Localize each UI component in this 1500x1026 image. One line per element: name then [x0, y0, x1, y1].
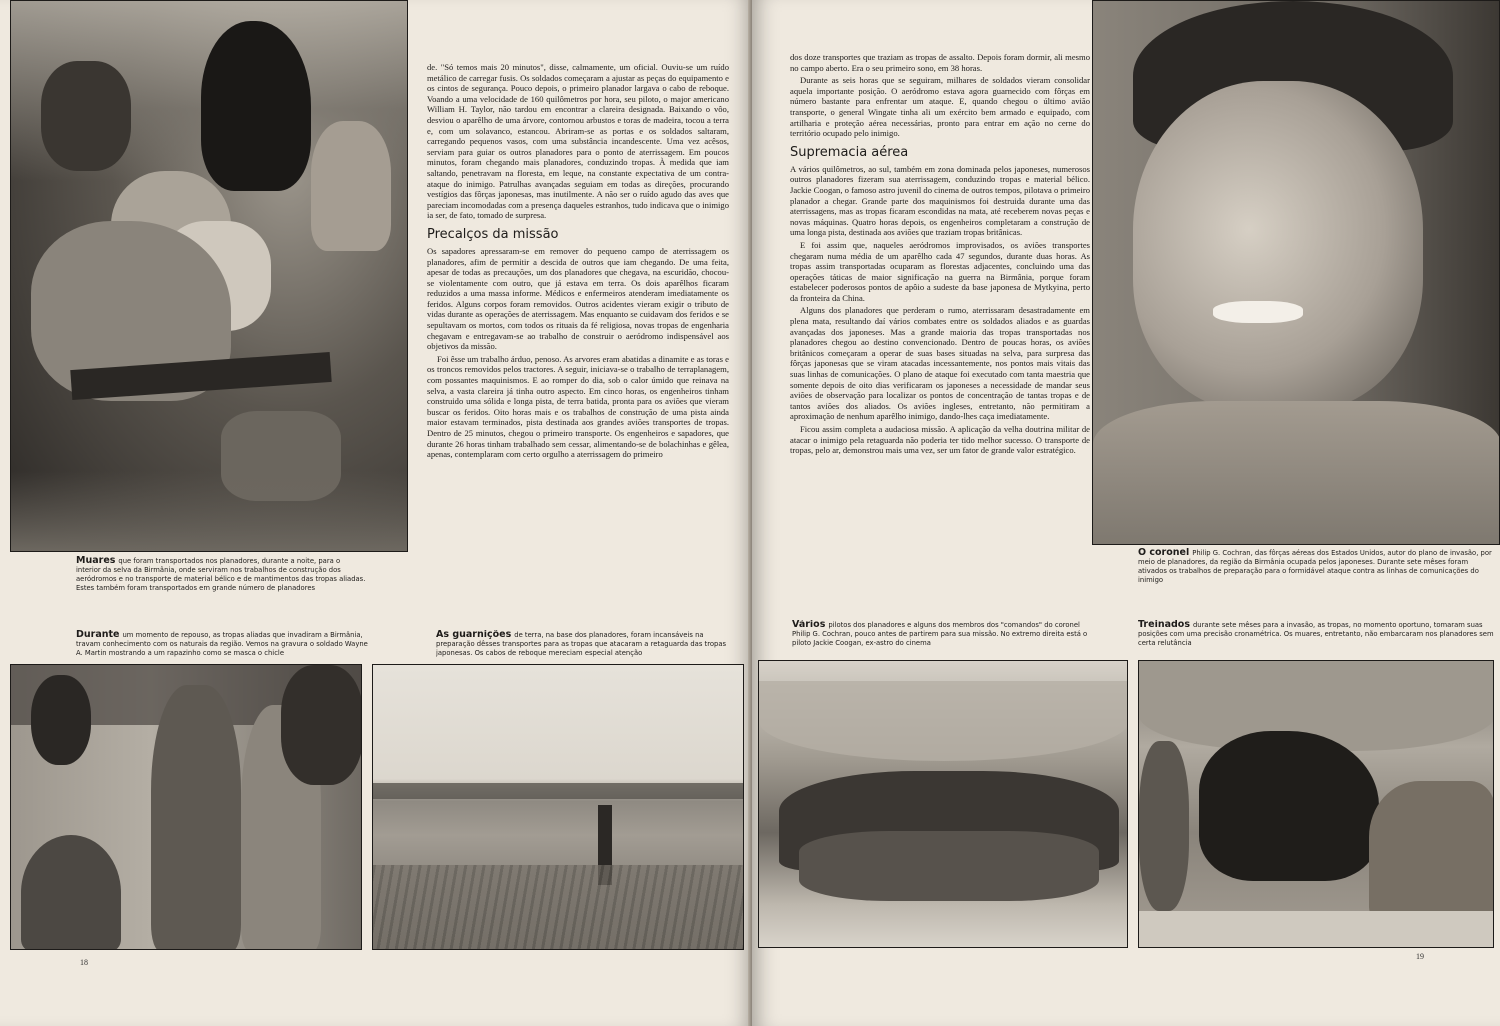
- caption-lead: As guarnições: [436, 630, 512, 640]
- article-column-right: [790, 52, 1090, 612]
- caption-text: Philip G. Cochran, das fôrças aéreas dos Estados Unidos, autor do plano de invasão, por meio de planadores, da região da Birmânia ocupada pelos japoneses. Durante sete mêses foram ativados os trabalhos de preparação para o formidável ataque contra as linhas de comunicações do inimigo: [1138, 549, 1492, 584]
- page-number: 19: [1416, 952, 1424, 961]
- caption-text: um momento de repouso, as tropas aliadas que invadiram a Birmânia, travam conhecimento com os naturais da região. Vemos na gravura o soldado Wayne A. Martin mostrando a um rapazinho como se masca o chicle: [76, 631, 368, 657]
- caption-text: que foram transportados nos planadores, durante a noite, para o interior da selva da Birmânia, onde serviram nos trabalhos de construção dos aeródromos e no transporte de material bélico e de mantimentos das tropas aliadas. Estes também foram transportados em grande número de planadores: [76, 557, 366, 592]
- photo-airfield: [372, 664, 744, 950]
- caption-lead: Durante: [76, 630, 120, 640]
- section-heading: Precalços da missão: [427, 226, 559, 242]
- photo-soldiers-locals: [10, 664, 362, 950]
- paragraph: Ficou assim completa a audaciosa missão. A aplicação da velha doutrina militar de atacar o inimigo pela retaguarda não poderia ter tido melhor sucesso. O transporte de tropas, pelo ar, demonstrou mais uma vez, ser um fator de grande valor estratégico.: [790, 424, 1090, 456]
- photo-colonel-portrait: [1092, 0, 1500, 545]
- right-page: [752, 0, 1500, 1026]
- article-column-left: [427, 62, 729, 612]
- paragraph: Foi êsse um trabalho árduo, penoso. As arvores eram abatidas a dinamite e as toras e os troncos removidos pelos tractores. A seguir, iniciava-se o trabalho de terraplanagem, com possantes maquinismos. E ao romper do dia, sob o calor úmido que reinava na selva, a vasta clareira já tinha outro aspecto. Em cinco horas, os engenheiros tinham construido uma sólida e longa pista, de terra batida, pronta para os aviões que vieram buscar os feridos. Oito horas mais e os trabalhos de construção de uma pista ainda maior estavam terminados, pista destinada aos grandes aviões transportes de tropas. Dentro de 25 minutos, chegou o primeiro transporte. Os engenheiros e sapadores, que durante 26 horas tinham trabalhado sem cessar, alimentando-se de bolachinhas e gêlea, apenas, contemplaram com certo orgulho a aterrissagem do primeiro: [427, 353, 729, 460]
- paragraph: Alguns dos planadores que perderam o rumo, aterrissaram desastradamente em plena mata, resultando daí vários combates entre os soldados aliados e as guardas avançadas dos japoneses. Mas a grande maioria das tropas transportadas nos planadores chegou ao destino convencionado. Dentro de poucas horas, os aviões britânicos começaram a operar de suas bases situadas na selva, para surpresa das fôrças japonesas que se viram atacadas incessantemente, nos pontos mais vitais das suas linhas de comunicações. O plano de ataque foi executado com tanta maestria que somente depois de oito dias verificaram os japoneses a necessidade de mandar seus aviões de observação para localizar os pontos de concentração de tantas tropas e de tantos aviões dos aliados. Os aviões ingleses, entretanto, não permitiram a aproximação de nenhum aparêlho inimigo, dando-lhes caça imediatamente.: [790, 305, 1090, 422]
- caption-text: de terra, na base dos planadores, foram incansáveis na preparação dêsses transportes para as tropas que atacaram a retaguarda das tropas japonesas. Os cabos de reboque mereciam especial atenção: [436, 631, 727, 657]
- page-number: 18: [80, 958, 88, 967]
- section-heading: Supremacia aérea: [790, 144, 909, 160]
- caption-lead: Vários: [792, 620, 826, 630]
- caption-durante: [76, 630, 368, 664]
- paragraph: Durante as seis horas que se seguiram, milhares de soldados vieram consolidar aquela importante posição. O aeródromo estava agora guarnecido com fôrças em número bastante para enfrentar um ataque. E, quando chegou o último avião transporte, o general Wingate tinha ali um exército bem armado e equipado, com artilharia e proteção aérea necessárias, pronto para entrar em ação no cerne do território ocupado pelo inimigo.: [790, 75, 1090, 139]
- paragraph: dos doze transportes que traziam as tropas de assalto. Depois foram dormir, ali mesmo no campo aberto. Era o seu primeiro sono, em 38 horas.: [790, 52, 1090, 73]
- caption-lead: Muares: [76, 556, 116, 566]
- paragraph: Os sapadores apressaram-se em remover do pequeno campo de aterrissagem os planadores, afim de permitir a descida de outros que iam chegando. De uma feita, apesar de todas as precauções, um dos planadores que chegava, na escuridão, chocou-se violentamente com outro, que já estava em terra. Os dois aparêlhos ficaram reduzidos a uma massa informe. Médicos e enfermeiros atenderam imediatamente os feridos. Alguns corpos foram removidos. Outros acidentes vieram exigir o tributo de vidas durante as operações de aterrissagem. Mas enquanto se cuidavam dos feridos e se sepultavam os mortos, com todos os rituais da fé religiosa, novas tropas de engenharia chegavam e entregavam-se ao trabalho de construir o aeródromo indispensável aos objetivos da missão.: [427, 245, 729, 352]
- caption-varios: [792, 620, 1092, 658]
- caption-lead: Treinados: [1138, 620, 1190, 630]
- caption-treinados: [1138, 620, 1494, 658]
- caption-text: pilotos dos planadores e alguns dos membros dos "comandos" do coronel Philip G. Cochran, pouco antes de partirem para sua missão. No extremo direita está o piloto Jackie Coogan, ex-astro do cinema: [792, 621, 1088, 647]
- photo-mule-loading: [1138, 660, 1494, 948]
- caption-lead: O coronel: [1138, 548, 1190, 558]
- paragraph: A vários quilômetros, ao sul, também em zona dominada pelos japoneses, numerosos outros planadores fizeram sua aterrissagem, conduzindo tropas e material bélico. Jackie Coogan, o famoso astro juvenil do cinema de outros tempos, pilotava o primeiro planador a chegar. Grande parte dos maquinismos foi destruida durante uma das aterrissagens, mas as tropas ficaram escondidas na mata, até receberem novas peças e novas máquinas. Quatro horas depois, os engenheiros completaram a construção de uma longa pista, destinada aos aviões que traziam tropas britânicas.: [790, 163, 1090, 238]
- caption-coronel: [1138, 548, 1494, 594]
- paragraph: E foi assim que, naqueles aeródromos improvisados, os aviões transportes chegaram numa média de um aparêlho cada 47 segundos, durante duas horas. As tropas assim transportadas ocuparam as florestas adjacentes, concluindo uma das operações táticas de maior significação na guerra na Birmânia, porque foram estabelecer poderosos pontos de apôio a sudeste da base japonesa de Mytkyina, perto da fronteira da China.: [790, 239, 1090, 303]
- caption-text: durante sete mêses para a invasão, as tropas, no momento oportuno, tomaram suas posições com uma precisão cronamétrica. Os muares, entretanto, não embarcaram nos planadores sem certa relutância: [1138, 621, 1494, 647]
- photo-soldiers-mules: [10, 0, 408, 552]
- caption-muares: [76, 556, 366, 596]
- caption-guarnicoes: [436, 630, 736, 664]
- paragraph: de. "Só temos mais 20 minutos", disse, calmamente, um oficial. Ouviu-se um ruído metálico de carregar fusis. Os soldados começaram a ajustar as peças do equipamento e os cintos de segurança. Pouco depois, o primeiro planador largava o cabo de reboque. Voando a uma velocidade de 160 quilômetros por hora, seu piloto, o major americano William H. Taylor, não tardou em encontrar a clareira designada. Baixando o vôo, desviou o aparêlho de uma árvore, contornou arbustos e toras de madeira, tocou a terra e, com um solavanco, estancou. Abriram-se as portas e os soldados saltaram, carregando pequenos vasos, com uma substância incandescente. Uma vez acêsos, serviam para guiar os outros planadores para o ponto de aterrissagem. Em poucos minutos, foram chegando mais planadores, conduzindo tropas. À medida que iam saltando, penetravam na floresta, em leque, na constante expectativa de um contra-ataque do inimigo. Patrulhas avançadas seguiam em todas as direções, procurando vestígios das fôrças japonesas, mas inutilmente. A não ser o ruído agudo das aves que pareciam incomodadas com a presença daqueles estranhos, tudo indicava que o inimigo ia ser, de fato, tomado de surpresa.: [427, 62, 729, 221]
- photo-pilots-group: [758, 660, 1128, 948]
